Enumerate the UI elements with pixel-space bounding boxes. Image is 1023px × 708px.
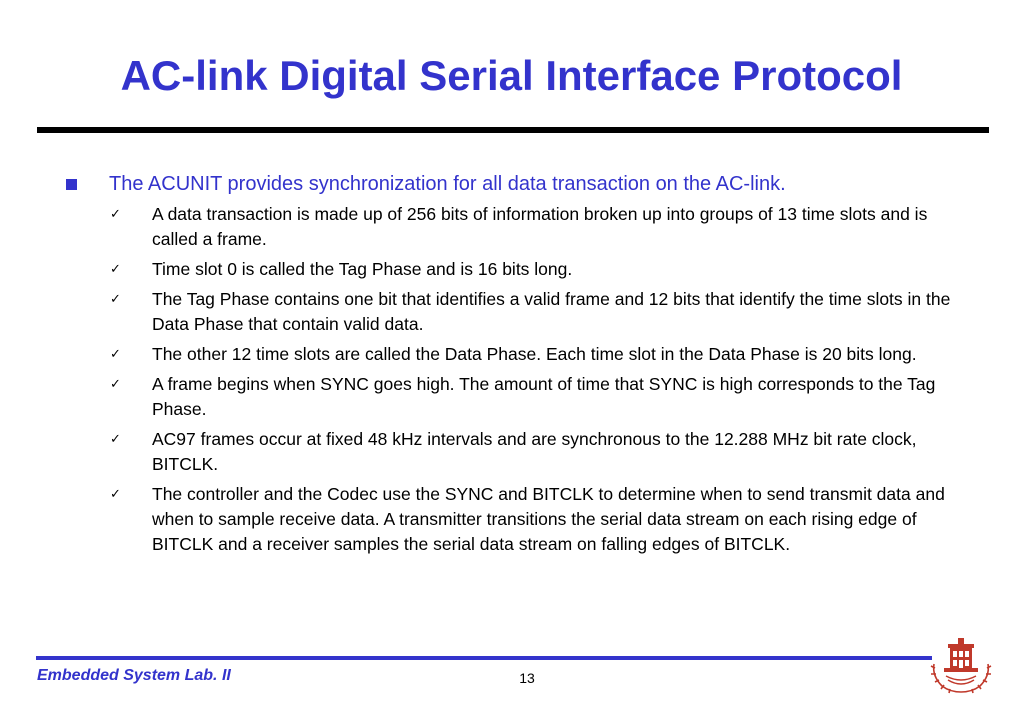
footer-lab-name: Embedded System Lab. II [37,667,231,684]
slide-title: AC-link Digital Serial Interface Protocol [120,52,903,99]
sub-bullet-text: A frame begins when SYNC goes high. The amount of time that SYNC is high corresponds to the Tag Phase. [152,374,936,419]
sub-bullet-item [0,202,1023,252]
sub-bullet-text: Time slot 0 is called the Tag Phase and is 16 bits long. [152,259,573,279]
checkmark-icon: ✓ [110,377,121,392]
sub-bullet-item [0,342,1023,367]
checkmark-icon: ✓ [110,207,121,222]
title-divider [37,127,989,133]
sub-bullet-item [0,287,1023,337]
checkmark-icon: ✓ [110,432,121,447]
checkmark-icon: ✓ [110,487,121,502]
checkmark-icon: ✓ [110,347,121,362]
square-bullet-icon [66,179,77,190]
sub-bullet-text: AC97 frames occur at fixed 48 kHz intervals and are synchronous to the 12.288 MHz bit rate clock, BITCLK. [152,429,917,474]
sub-bullet-text: The other 12 time slots are called the Data Phase. Each time slot in the Data Phase is 20 bits long. [152,344,917,364]
sub-bullet-text: The Tag Phase contains one bit that identifies a valid frame and 12 bits that identify the time slots in the Data Phase that contain valid data. [152,289,951,334]
checkmark-icon: ✓ [110,292,121,307]
main-bullet-text: The ACUNIT provides synchronization for all data transaction on the AC-link. [109,173,786,195]
sub-bullet-item [0,257,1023,282]
footer-divider [36,656,932,660]
sub-bullet-item [0,482,1023,557]
sub-bullet-item [0,427,1023,477]
university-crest-logo [928,634,994,696]
sub-bullet-list [0,202,1023,557]
checkmark-icon: ✓ [110,262,121,277]
page-number: 13 [519,670,535,686]
sub-bullet-item [0,372,1023,422]
slide-content [0,170,1023,562]
sub-bullet-text: The controller and the Codec use the SYNC and BITCLK to determine when to send transmit data and when to sample receive data. A transmitter transitions the serial data stream on each rising edge of BITCLK and a receiver samples the serial data stream on falling edges of BITCLK. [152,484,945,554]
sub-bullet-text: A data transaction is made up of 256 bits of information broken up into groups of 13 time slots and is called a frame. [152,204,928,249]
main-bullet-item [0,170,1023,198]
